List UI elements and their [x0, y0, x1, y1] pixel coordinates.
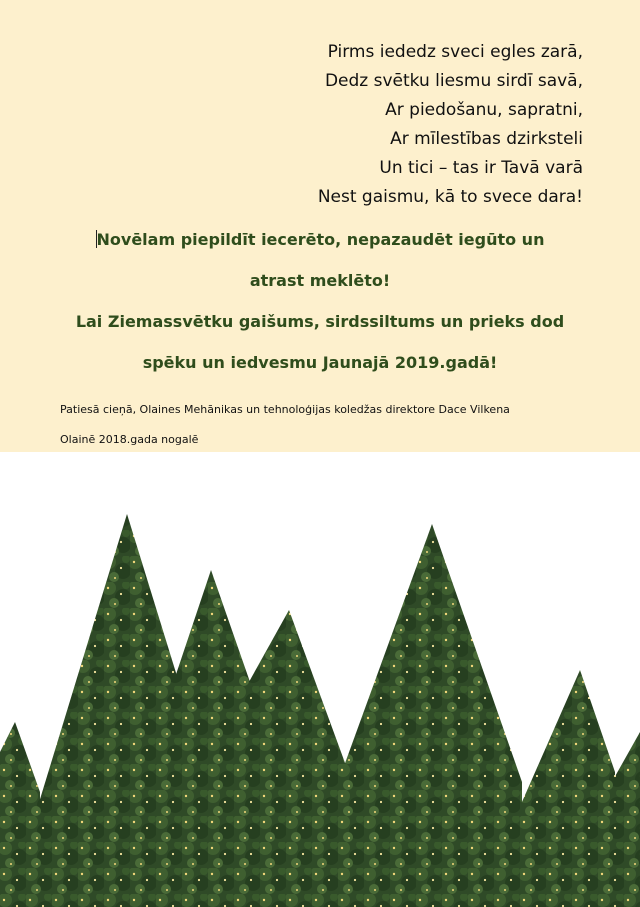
- poem-line: Ar piedošanu, sapratni,: [385, 100, 583, 120]
- poem-line: Pirms iededz sveci egles zarā,: [327, 42, 583, 62]
- poem: [163, 38, 583, 212]
- poem-line: Dedz svētku liesmu sirdī savā,: [324, 71, 583, 91]
- wish-line: Lai Ziemassvētku gaišums, sirdssiltums un prieks dod: [75, 312, 565, 331]
- wish-line: atrast meklēto!: [249, 271, 391, 290]
- place-date: Olainē 2018.gada nogalē: [60, 433, 199, 446]
- greeting-card-background: [0, 0, 640, 452]
- wish-line: [0, 230, 640, 249]
- christmas-trees-illustration: [0, 452, 640, 907]
- signature: Patiesā cieņā, Olaines Mehānikas un tehnoloģijas koledžas direktore Dace Vilkena: [60, 403, 510, 416]
- wish-text: Novēlam piepildīt iecerēto, nepazaudēt iegūto un: [96, 230, 545, 249]
- poem-line: Ar mīlestības dzirksteli: [390, 129, 583, 149]
- poem-line: Nest gaismu, kā to svece dara!: [317, 187, 583, 207]
- wish-line: spēku un iedvesmu Jaunajā 2019.gadā!: [142, 353, 498, 372]
- poem-line: Un tici – tas ir Tavā varā: [379, 158, 583, 178]
- tree-center-icon: [320, 524, 522, 907]
